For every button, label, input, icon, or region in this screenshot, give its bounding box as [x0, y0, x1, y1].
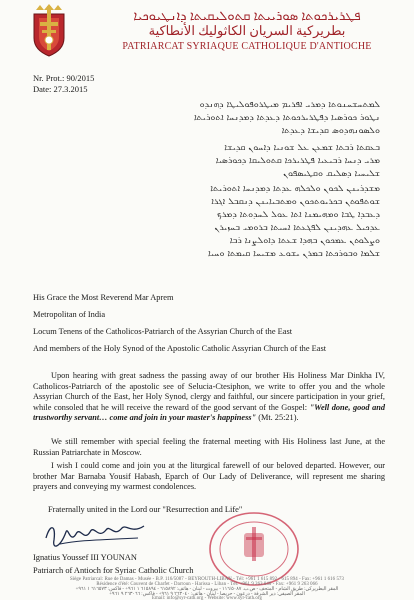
syriac-line: ܫܠܡܐ ܘܒܘܪܟܬܐ ܒܡܪܢ ܝܫܘܥ ܡܫܝܚܐ ܩܝܡܬܐ ܘܚܝܐ — [207, 249, 380, 259]
syriac-line: ܕܥܒܕܐ ܛܒܐ ܘܡܗܝܡܢܐ ܐܬܐ ܥܘܠ ܠܚܕܘܬܐ ܕܡܪܟ — [217, 210, 380, 220]
syriac-line: ܢܛܘܪ ܟܘܪܣܝܐ ܕܦܛܪܝܪܟܘܬܐ ܕܥܕܬܐ ܕܡܕܢܚܐ ܐܬܘܪܝܬܐ — [193, 113, 380, 123]
syriac-line: ܘܨܠܘܬܢ ܥܡܟܘܢ ܒܗܕܐ ܫܥܬܐ ܕܐܘܠܨܢܐ ܪܒܐ — [229, 236, 380, 246]
body-paragraph-1 — [33, 371, 385, 424]
gospel-quote: "Well done, good and trustworthy servant… come and join in your master's happiness" — [33, 402, 385, 423]
syriac-line: ܘܠܣܘܢܗܕܘܣ ܩܕܝܫܐ ܕܥܕܬܐ — [281, 126, 380, 136]
header-french-title: PATRIARCAT SYRIAQUE CATHOLIQUE D'ANTIOCHE — [122, 41, 372, 52]
addressee-line-2: Metropolitan of India — [33, 310, 106, 319]
signer-title: Patriarch of Antioch for Syriac Catholic Church — [33, 566, 194, 575]
closing-line: Fraternally united in the Lord our "Resurrection and Life" — [48, 505, 243, 514]
footer-line-1: Siège Patriarcal: Rue de Damas - Musée - B.P. 116/5087 - BEYROUTH-LIBAN - Tél: +961 1 615 892 - 615 894 - Fax: +961 1 616 573 — [70, 577, 344, 582]
syriac-line: ܡܪܝ ܕܢܚܐ ܪܒܝܥܝܐ ܦܛܪܝܪܟܐ ܩܬܘܠܝܩܐ ܕܟܘܪܣܝܐ — [215, 156, 380, 166]
body-paragraph-3: I wish I could come and join you at the liturgical farewell of our beloved departed. However, our brother Mar Barnaba Yousif Habash, Eparch of Our Lady of Deliverance, will represent me sharing prayers and conveying my warmest condolences. — [33, 461, 385, 492]
protocol-number: Nr. Prot.: 90/2015 — [33, 73, 95, 83]
body-text-part: Upon hearing with great sadness the passing away of our brother His Holiness Mar Dinkha IV, Catholicos-Patriarch of the apostolic see of Selucia-Ctesiphon, we write to offer you and the whole Assyrian Church of the East, her Holy Synod, clergy and faithful, our sincere participation in your grief, while consoled that he will receive the reward of the good servant of the Gospel: — [33, 371, 385, 412]
addressee-line-3: Locum Tenens of the Catholicos-Patriarch of the Assyrian Church of the East — [33, 327, 293, 336]
body-text-part: (Mt. 25:21). — [256, 413, 299, 423]
syriac-line: ܫܘܬܦܘܬܢ ܒܟܪܝܘܬܟܘܢ ܘܡܬܒܝܐܝܢܢ ܕܢܩܒܠ ܐܓܪܐ — [211, 197, 380, 207]
body-paragraph-2: We still remember with special feeling the fraternal meeting with His Holiness last June, at the Russian Patriarchate in Moscow. — [33, 437, 385, 457]
letter-date: Date: 27.3.2015 — [33, 84, 88, 94]
header-arabic-title: بطريركية السريان الكاثوليك الأنطاكية — [148, 23, 346, 38]
footer-line-4: المقر الصيفي: دير الشرفة - درعون - حريصا - لبنان - هاتف: ٢٦٣٠٤٠ ٩ ٩٦١+ - فاكس: ٢٦٣٠٦٦ ٩ ٩٦١+ — [109, 592, 305, 597]
header-syriac-title: ܦܛܪܝܪܟܘܬܐ ܣܘܪܝܝܬܐ ܩܬܘܠܝܩܝܬܐ ܕܐܢܛܝܘܟܝܐ — [133, 8, 361, 22]
addressee-line-1: His Grace the Most Reverend Mar Aprem — [33, 293, 174, 302]
syriac-line: ܥܕܟܝܠ ܥܗܕܝܢܢ ܠܦܓܥܬܐ ܐܚܝܬܐ ܒܪܘܡܝ ܒܚܙܝܪܢ — [214, 223, 380, 233]
footer-line-2: Résidence d'été: Couvent de Charfet - Darroun - Harissa - Liban - Tél: +961 9 263 040 - Fax: +961 9 263 066 — [96, 582, 318, 587]
footer-line-5: Email: info@syr-cath.org - Website: www.syr-cath.org — [151, 596, 263, 601]
signer-name: Ignatius Youssef III YOUNAN — [33, 553, 137, 562]
footer-line-3: المقر البطريركي: طريق الشام - المتحف - ص.ب. ١١٦/٥٠٨٧ - بيروت - لبنان - هاتف: ٦١٥٨٩٢ - ٦١٥٨٩٤ ١ ٩٦١+ - فاكس: ٦١٦٥٧٣ ١ ٩٦١+ — [75, 587, 339, 592]
syriac-line: ܡܫܕܪܝܢܢ ܠܟܘܢ ܘܠܟܠܗ ܥܕܬܐ ܕܡܕܢܚܐ ܐܬܘܪܝܬܐ — [210, 184, 380, 194]
syriac-line: ܫܠܝܚܝܐ ܕܣܠܝܩ ܘܩܛܝܣܦܘܢ — [283, 169, 380, 179]
patriarchate-crest-icon — [26, 4, 72, 58]
syriac-line: ܠܡܬܚܫܚܢܘܬܐ ܕܡܪܝ ܐܦܪܝܡ ܡܝܛܪܘܦܘܠܝܛܐ ܕܗܢܕܘ — [199, 100, 380, 110]
addressee-line-4: And members of the Holy Synod of the Apostolic Catholic Assyrian Church of the East — [33, 344, 327, 353]
handwritten-signature — [40, 518, 150, 554]
syriac-line: ܒܥܩܬܐ ܪܒܬܐ ܫܡܥܢ ܥܠ ܫܘܢܝܐ ܕܐܚܘܢ ܩܕܝܫܐ — [224, 143, 380, 153]
